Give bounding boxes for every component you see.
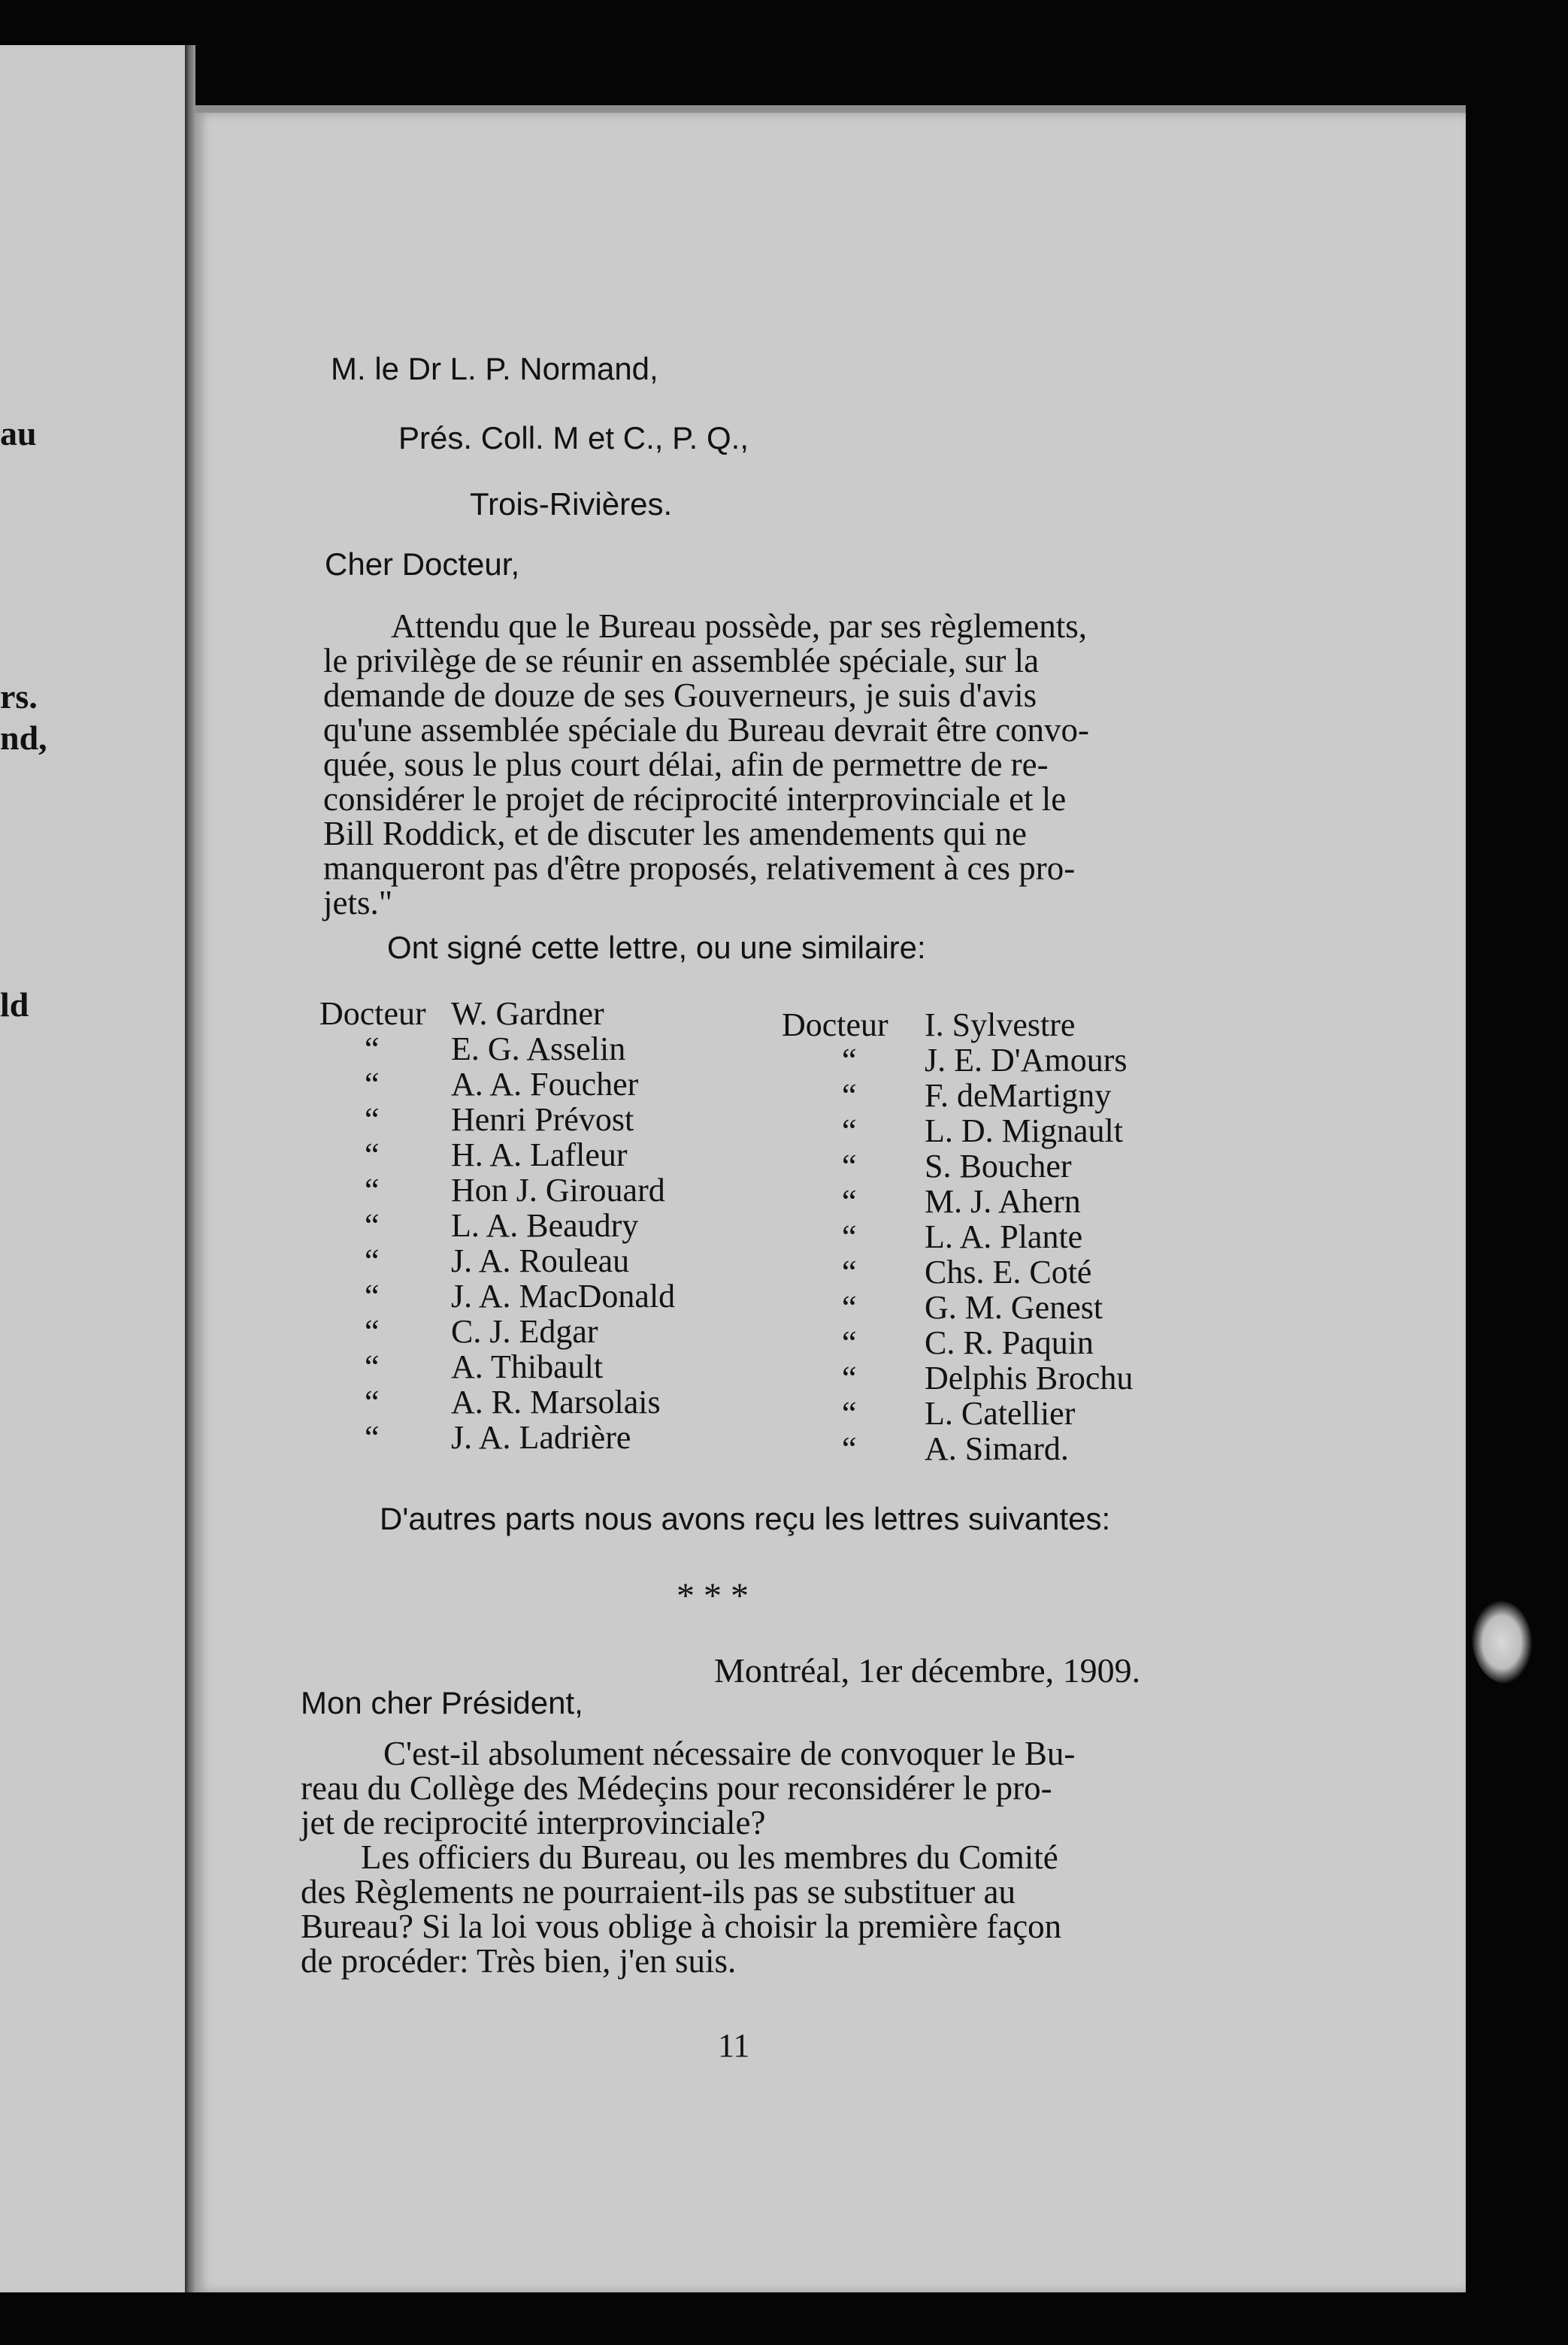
ditto-mark: “ — [842, 1148, 857, 1185]
signatory-name: M. J. Ahern — [925, 1183, 1081, 1220]
body-line: jet de reciprocité interprovinciale? — [301, 1804, 766, 1841]
body-line: considérer le projet de réciprocité interprovinciale et le — [323, 780, 1067, 818]
signatory-name: Chs. E. Coté — [925, 1254, 1092, 1291]
body-line: quée, sous le plus court délai, afin de permettre de re- — [323, 746, 1049, 783]
body-line: C'est-il absolument nécessaire de convoquer le Bu- — [383, 1735, 1076, 1772]
signatory-name: J. A. MacDonald — [451, 1278, 676, 1315]
ditto-mark: “ — [842, 1042, 857, 1079]
signatory-name: A. A. Foucher — [451, 1066, 639, 1103]
ditto-mark: “ — [842, 1112, 857, 1149]
signatory-row — [782, 1007, 1133, 1042]
signatory-row — [319, 1314, 675, 1349]
body-line: qu'une assemblée spéciale du Bureau devrait être convo- — [323, 711, 1089, 749]
signatory-prefix: Docteur — [319, 995, 426, 1032]
body-line: Les officiers du Bureau, ou les membres du Comité — [361, 1838, 1058, 1876]
ditto-mark: “ — [365, 1030, 380, 1067]
ditto-mark: “ — [842, 1360, 857, 1396]
ditto-mark: “ — [842, 1324, 857, 1361]
recipient-name: M. le Dr L. P. Normand, — [331, 351, 658, 386]
paper-damage-mark — [1472, 1601, 1532, 1684]
signatory-row — [782, 1184, 1133, 1219]
signatory-row — [782, 1431, 1133, 1466]
signatory-name: L. A. Beaudry — [451, 1207, 639, 1244]
ditto-mark: “ — [842, 1395, 857, 1432]
letter-dateline: Montréal, 1er décembre, 1909. — [714, 1651, 1141, 1690]
signatory-row — [319, 1243, 675, 1278]
ditto-mark: “ — [365, 1348, 380, 1385]
signatory-row — [319, 1384, 675, 1420]
signatory-name: I. Sylvestre — [925, 1006, 1076, 1043]
signed-intro: Ont signé cette lettre, ou une similaire: — [387, 930, 926, 965]
ditto-mark: “ — [365, 1313, 380, 1350]
transition-line: D'autres parts nous avons reçu les lettres suivantes: — [380, 1501, 1111, 1536]
body-line: demande de douze de ses Gouverneurs, je suis d'avis — [323, 676, 1037, 714]
signatory-name: F. deMartigny — [925, 1077, 1112, 1114]
salutation: Mon cher Président, — [301, 1685, 583, 1720]
signatory-row — [319, 1208, 675, 1243]
signatory-name: L. A. Plante — [925, 1218, 1083, 1255]
signatories-column-a — [319, 996, 675, 1455]
signatory-name: G. M. Genest — [925, 1289, 1103, 1326]
signatory-name: W. Gardner — [451, 995, 604, 1032]
signatory-name: J. A. Rouleau — [451, 1242, 630, 1279]
body-line: reau du Collège des Médeçins pour reconsidérer le pro- — [301, 1769, 1052, 1807]
signatory-row — [782, 1219, 1133, 1254]
left-page-text: rs. — [0, 677, 38, 716]
body-line: de procéder: Très bien, j'en suis. — [301, 1942, 737, 1980]
signatory-name: E. G. Asselin — [451, 1030, 626, 1067]
signatory-name: L. D. Mignault — [925, 1112, 1123, 1149]
ditto-mark: “ — [365, 1101, 380, 1138]
signatory-name: A. Simard. — [925, 1430, 1069, 1467]
signatory-row — [782, 1113, 1133, 1148]
signatory-name: C. J. Edgar — [451, 1313, 598, 1350]
signatory-row — [319, 1102, 675, 1137]
signatory-name: A. R. Marsolais — [451, 1384, 661, 1421]
ditto-mark: “ — [365, 1419, 380, 1456]
left-page-fragment — [0, 45, 192, 2292]
signatory-prefix: Docteur — [782, 1006, 888, 1043]
signatory-row — [319, 1137, 675, 1172]
ditto-mark: “ — [365, 1242, 380, 1279]
letter-body — [301, 1736, 1188, 1978]
ditto-mark: “ — [365, 1207, 380, 1244]
body-line: Bill Roddick, et de discuter les amendements qui ne — [323, 815, 1028, 852]
signatory-row — [319, 1067, 675, 1102]
signatory-name: Delphis Brochu — [925, 1360, 1134, 1396]
ditto-mark: “ — [842, 1077, 857, 1114]
signatories-column-b — [782, 1007, 1133, 1466]
ditto-mark: “ — [842, 1289, 857, 1326]
signatory-name: H. A. Lafleur — [451, 1136, 628, 1173]
ditto-mark: “ — [842, 1254, 857, 1291]
letter-body — [323, 609, 1210, 920]
page-number: 11 — [718, 2027, 750, 2064]
signatory-row — [319, 996, 675, 1031]
signatory-row — [782, 1396, 1133, 1431]
body-line: le privilège de se réunir en assemblée spéciale, sur la — [323, 642, 1040, 679]
ditto-mark: “ — [842, 1430, 857, 1467]
signatory-row — [782, 1360, 1133, 1396]
ditto-mark: “ — [365, 1172, 380, 1209]
ditto-mark: “ — [842, 1218, 857, 1255]
recipient-title: Prés. Coll. M et C., P. Q., — [398, 420, 749, 455]
body-line: Attendu que le Bureau possède, par ses règlements, — [391, 607, 1087, 645]
signatory-row — [782, 1042, 1133, 1078]
signatory-row — [782, 1290, 1133, 1325]
left-page-text: au — [0, 414, 37, 452]
signatory-row — [782, 1148, 1133, 1184]
book-gutter — [185, 45, 195, 2292]
left-page-text: ld — [0, 985, 29, 1024]
ditto-mark: “ — [365, 1136, 380, 1173]
signatory-name: J. A. Ladrière — [451, 1419, 631, 1456]
signatory-row — [319, 1420, 675, 1455]
body-line: jets." — [323, 884, 393, 921]
ditto-mark: “ — [365, 1066, 380, 1103]
ditto-mark: “ — [365, 1384, 380, 1421]
signatory-row — [319, 1031, 675, 1067]
signatory-name: Hon J. Girouard — [451, 1172, 665, 1209]
signatory-row — [319, 1349, 675, 1384]
recipient-city: Trois-Rivières. — [470, 486, 673, 522]
signatory-name: Henri Prévost — [451, 1101, 634, 1138]
signatory-name: J. E. D'Amours — [925, 1042, 1128, 1079]
ditto-mark: “ — [842, 1183, 857, 1220]
body-line: Bureau? Si la loi vous oblige à choisir la première façon — [301, 1908, 1062, 1945]
signatory-row — [782, 1254, 1133, 1290]
signatory-name: S. Boucher — [925, 1148, 1072, 1185]
body-line: manqueront pas d'être proposés, relativement à ces pro- — [323, 849, 1076, 887]
signatory-row — [319, 1278, 675, 1314]
body-line: des Règlements ne pourraient-ils pas se substituer au — [301, 1873, 1016, 1911]
signatory-name: C. R. Paquin — [925, 1324, 1094, 1361]
section-separator: * * * — [677, 1576, 749, 1616]
salutation: Cher Docteur, — [325, 546, 520, 582]
signatory-name: A. Thibault — [451, 1348, 604, 1385]
signatory-row — [782, 1078, 1133, 1113]
signatory-row — [319, 1172, 675, 1208]
left-page-text: nd, — [0, 719, 47, 757]
ditto-mark: “ — [365, 1278, 380, 1315]
signatory-name: L. Catellier — [925, 1395, 1076, 1432]
signatory-row — [782, 1325, 1133, 1360]
